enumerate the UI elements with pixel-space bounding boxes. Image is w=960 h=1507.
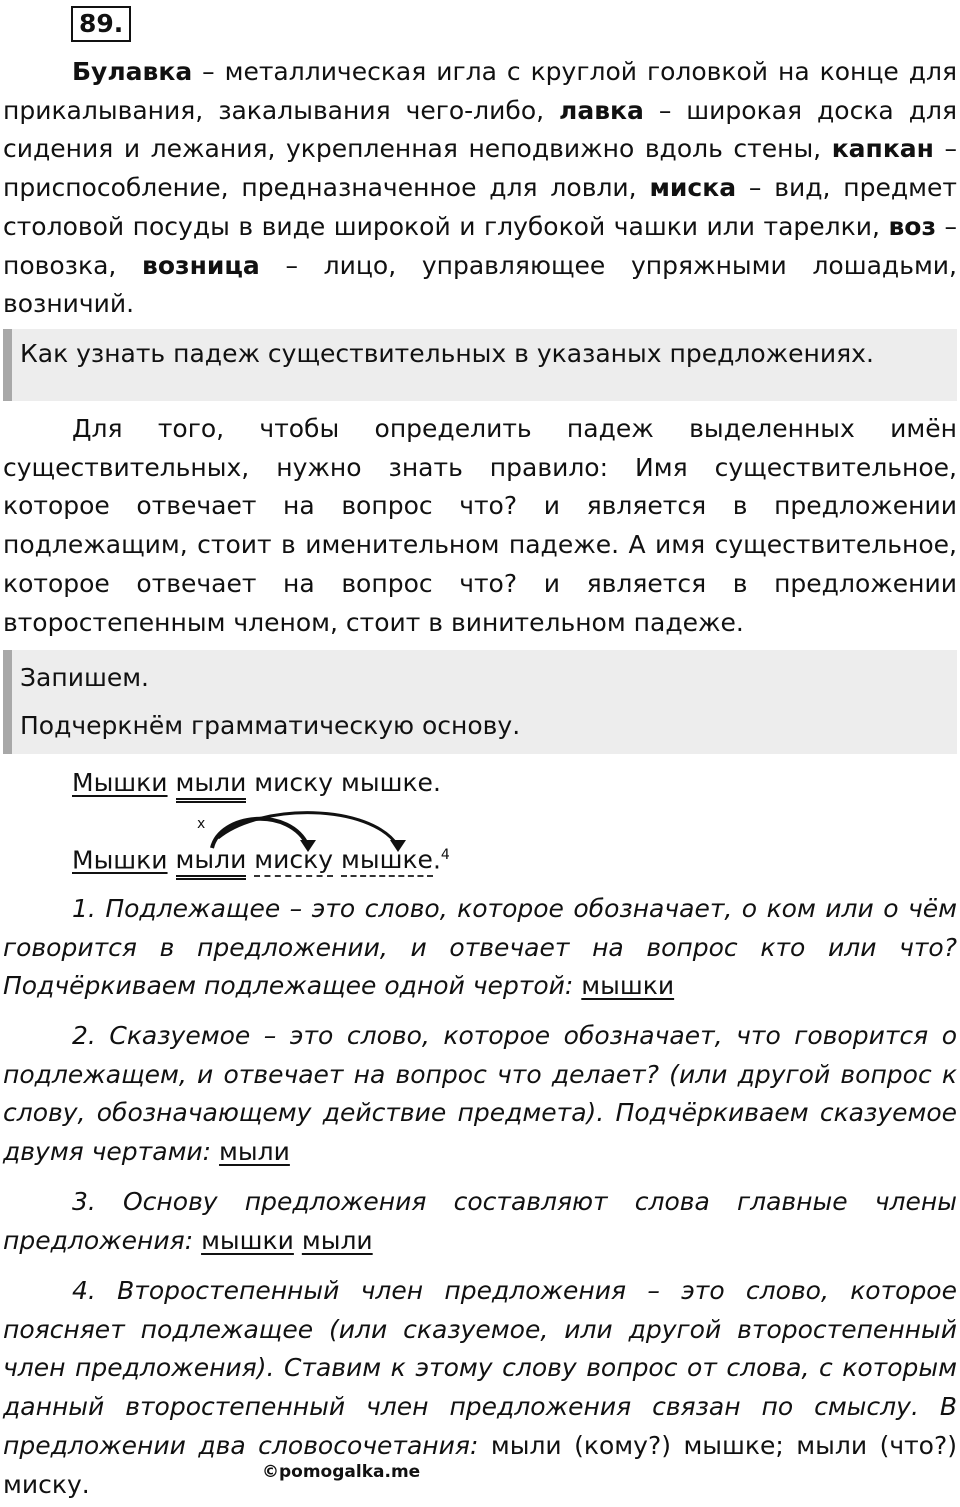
superscript: 4 xyxy=(440,847,450,863)
predicate-word: мыли xyxy=(301,1225,373,1255)
footer-copyright: ©pomogalka.me xyxy=(262,1462,421,1482)
word: миску xyxy=(254,768,334,797)
term: лавка xyxy=(559,95,644,125)
note-line-2: Подчеркнём грамматическую основу. xyxy=(20,711,521,740)
term: капкан xyxy=(831,134,934,164)
term: миска xyxy=(649,173,737,203)
subject-word: Мышки xyxy=(72,845,168,875)
subject-word: мышки xyxy=(201,1225,294,1255)
explanation-4: 4. Второстепенный член предложения – это слово, которое поясняет подлежащее (или сказуемое, или другой второстепенный член предложения). Ставим к этому слову вопрос от слова, с которым данный второстепенный член предложения связан по смыслу. В предложении два словосочетания: мыли (кому?) мышке; мыли (что?) миску. xyxy=(3,1276,957,1499)
subject-word: Мышки xyxy=(72,768,168,797)
task-number: 89. xyxy=(71,6,131,42)
sentence-2: Мышки мыли миску мышке.$^4$ xyxy=(72,836,450,879)
predicate-word: мыли xyxy=(219,1137,290,1167)
rule-paragraph: Для того, чтобы определить падеж выделенных имён существительных, нужно знать правило: Имя существительное, которое отвечает на вопрос что? и является в предложении подлежащим, стоит в именительном падеже. А имя существительное, которое отвечает на вопрос что? и является в предложении второстепенным членом, стоит в винительном падеже. xyxy=(3,414,957,637)
question-box xyxy=(3,329,957,401)
word: мышке. xyxy=(340,768,441,797)
predicate-word: мыли xyxy=(176,845,247,880)
explanation-1: 1. Подлежащее – это слово, которое обозначает, о ком или о чём говорится в предложении, и отвечает на вопрос кто или что? Подчёркиваем подлежащее одной чертой: мышки xyxy=(3,894,957,1001)
explanation-2: 2. Сказуемое – это слово, которое обозначает, что говорится о подлежащем, и отвечает на вопрос что делает? (или другой вопрос к слову, обозначающему действие предмета). Подчёркиваем сказуемое двумя чертами: мыли xyxy=(3,1021,957,1167)
note-box xyxy=(3,650,957,754)
term: Булавка xyxy=(72,57,193,86)
subject-word: мышки xyxy=(581,971,675,1001)
phrases: мыли (кому?) мышке; мыли (что?) миску. xyxy=(3,1430,957,1499)
sentence-1 xyxy=(72,764,441,802)
object-word: миску xyxy=(254,845,333,877)
predicate-word: мыли xyxy=(176,768,247,803)
explanation-3: 3. Основу предложения составляют слова главные члены предложения: мышки мыли xyxy=(3,1187,957,1255)
term: воз xyxy=(888,211,936,241)
definitions-paragraph: Булавка – металлическая игла с круглой головкой на конце для прикалывания, закалывания чего-либо, лавка – широкая доска для сидения и лежания, укрепленная неподвижно вдоль стены, капкан – приспособление, предназначенное для ловли, миска – вид, предмет столовой посуды в виде широкой и глубокой чашки или тарелки, воз – повозка, возница – лицо, управляющее упряжными лошадьми, возничий. xyxy=(3,57,958,319)
note-line-1: Запишем. xyxy=(20,663,150,692)
question-text: Как узнать падеж существительных в указаных предложениях. xyxy=(20,339,874,368)
x-mark: x xyxy=(197,816,206,832)
term: возница xyxy=(142,250,260,280)
object-word: мышке xyxy=(341,845,433,877)
